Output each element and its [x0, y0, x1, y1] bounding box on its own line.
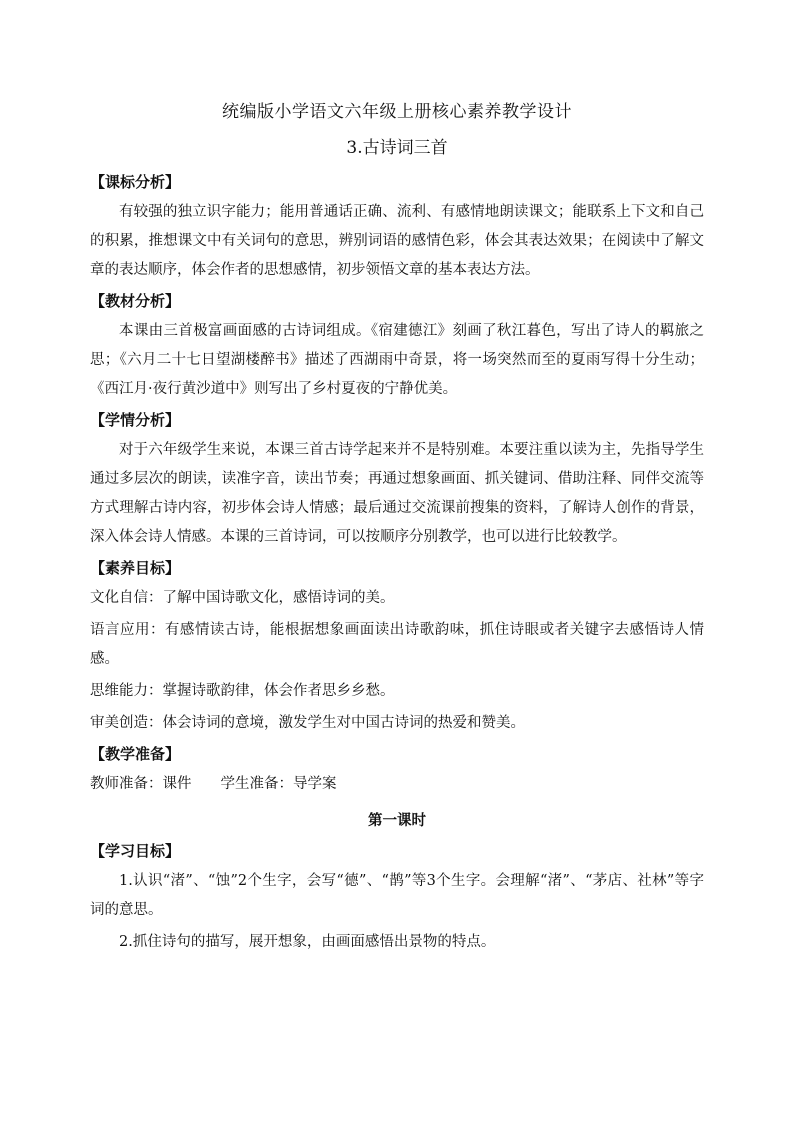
literacy-heading: 【素养目标】 — [90, 559, 181, 577]
preparation-heading: 【教学准备】 — [90, 745, 181, 763]
document-title: 统编版小学语文六年级上册核心素养教学设计 — [222, 102, 572, 122]
students-text: 对于六年级学生来说，本课三首古诗学起来并不是特别难。本要注重以读为主，先指导学生通过多层次的朗读，读准字音，读出节奏；再通过想象画面、抓关键词、借助注释、同伴交流等方式理解古诗内容，初步体会诗人情感；最后通过交流课前搜集的资料，了解诗人创作的背景，深入体会诗人情感。本课的三首诗词，可以按顺序分别教学，也可以进行比较教学。 — [90, 442, 704, 545]
curriculum-heading: 【课标分析】 — [90, 173, 181, 191]
literacy-item-culture: 文化自信：了解中国诗歌文化，感悟诗词的美。 — [90, 590, 395, 606]
preparation-text: 教师准备：课件 学生准备：导学案 — [90, 776, 337, 792]
literacy-item-aesthetics: 审美创造：体会诗词的意境，激发学生对中国古诗词的热爱和赞美。 — [90, 715, 525, 731]
students-heading: 【学情分析】 — [90, 411, 181, 429]
literacy-item-language: 语言应用：有感情读古诗，能根据想象画面读出诗歌韵味，抓住诗眼或者关键字去感悟诗人情感。 — [90, 622, 704, 667]
curriculum-text: 有较强的独立识字能力；能用普通话正确、流利、有感情地朗读课文；能联系上下文和自己的积累，推想课文中有关词句的意思，辨别词语的感情色彩，体会其表达效果；在阅读中了解文章的表达顺序，体会作者的思想感情，初步领悟文章的基本表达方法。 — [90, 204, 704, 278]
goal-item-1: 1.认识“渚”、“蚀”2个生字，会写“德”、“鹊”等3个生字。会理解“渚”、“茅店、社林”等字词的意思。 — [90, 873, 704, 918]
literacy-item-thinking: 思维能力：掌握诗歌韵律，体会作者思乡乡愁。 — [90, 683, 395, 699]
material-heading: 【教材分析】 — [90, 292, 181, 310]
lesson-title: 3.古诗词三首 — [346, 138, 448, 158]
goals-heading: 【学习目标】 — [90, 842, 181, 860]
material-text: 本课由三首极富画面感的古诗词组成。《宿建德江》刻画了秋江暮色，写出了诗人的羁旅之思；《六月二十七日望湖楼醉书》描述了西湖雨中奇景，将一场突然而至的夏雨写得十分生动；《西江月·夜行黄沙道中》则写出了乡村夏夜的宁静优美。 — [90, 323, 704, 397]
period-one-title: 第一课时 — [368, 812, 426, 829]
goal-item-2: 2.抓住诗句的描写，展开想象，由画面感悟出景物的特点。 — [119, 934, 496, 950]
